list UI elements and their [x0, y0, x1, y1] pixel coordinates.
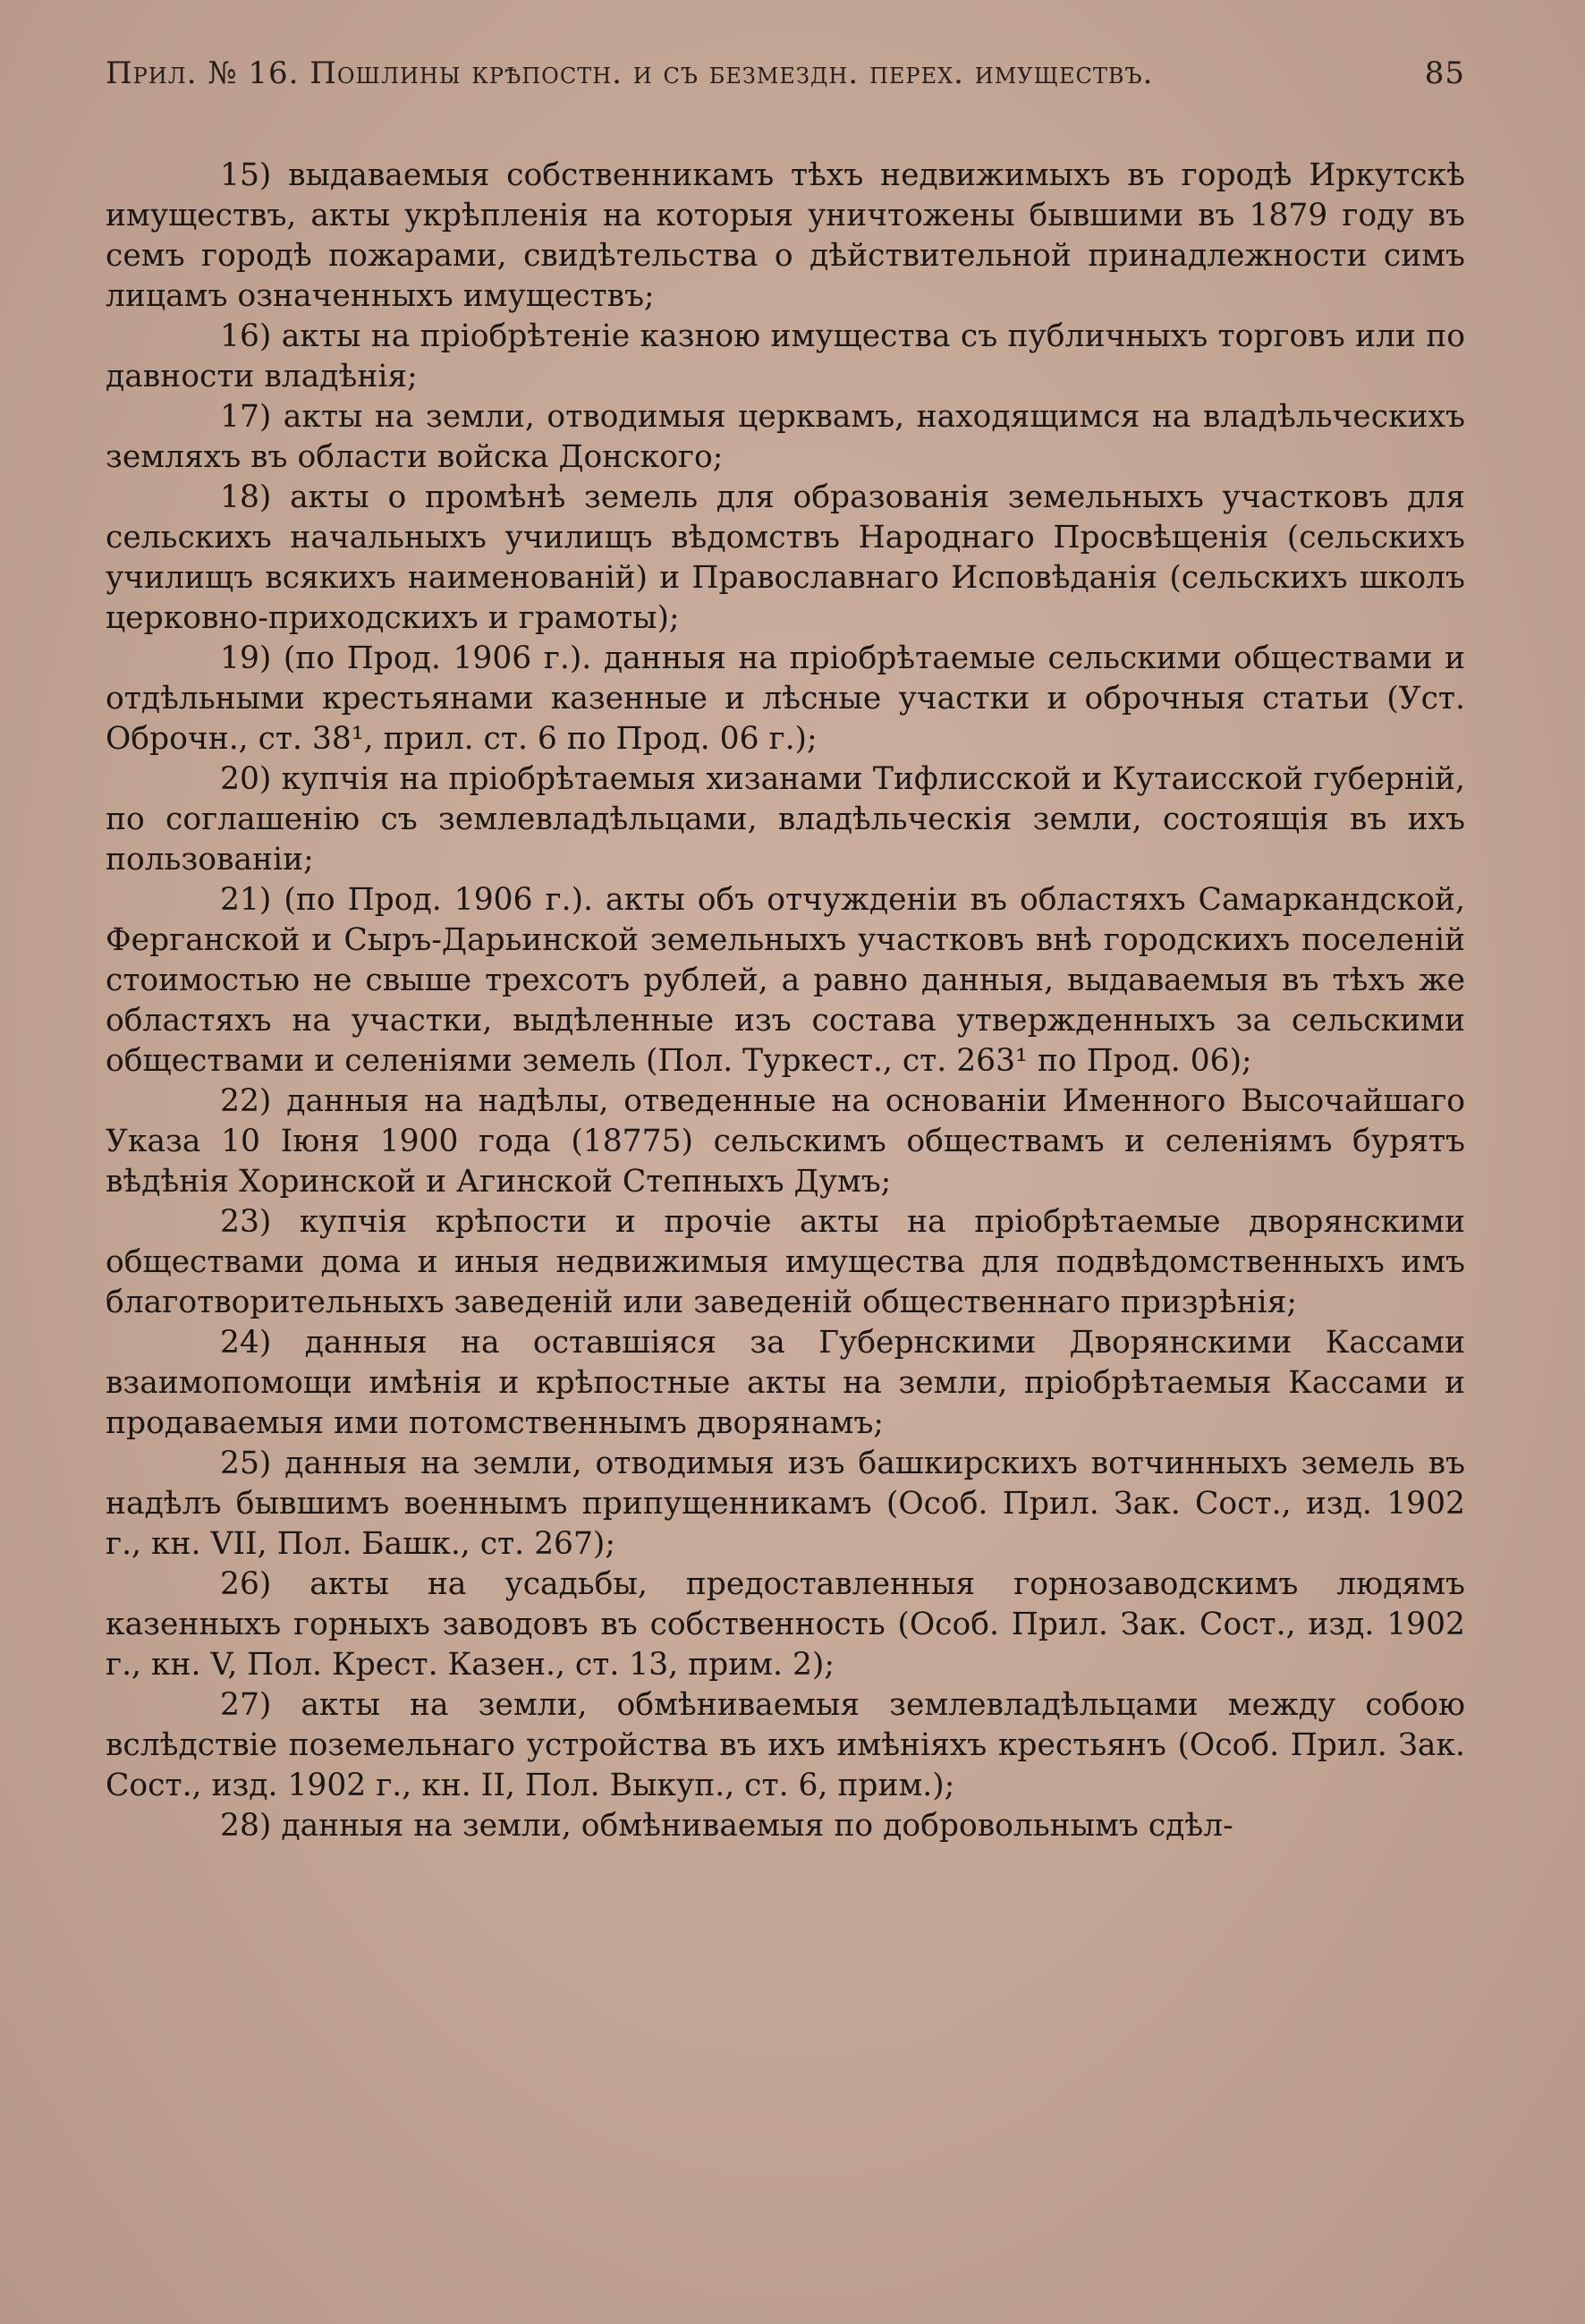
paragraph-18: 18) акты о промѣнѣ земель для образованія земельныхъ участковъ для сельскихъ начальныхъ училищъ вѣдомствъ Народнаго Просвѣщенія (сельскихъ училищъ всякихъ наименованій) и Православнаго Исповѣданія (сельскихъ школъ церковно-приходскихъ и грамоты); — [106, 479, 1465, 636]
paragraph-25: 25) данныя на земли, отводимыя изъ башкирскихъ вотчинныхъ земель въ надѣлъ бывшимъ военнымъ припущенникамъ (Особ. Прил. Зак. Сост., изд. 1902 г., кн. VII, Пол. Башк., ст. 267); — [106, 1446, 1465, 1562]
running-header — [106, 55, 1465, 109]
paragraph-24: 24) данныя на оставшіяся за Губернскими Дворянскими Кассами взаимопомощи имѣнія и крѣпостные акты на земли, пріобрѣтаемыя Кассами и продаваемыя ими потомственнымъ дворянамъ; — [106, 1325, 1465, 1441]
paragraph-26: 26) акты на усадьбы, предоставленныя горнозаводскимъ людямъ казенныхъ горныхъ заводовъ въ собственность (Особ. Прил. Зак. Сост., изд. 1902 г., кн. V, Пол. Крест. Казен., ст. 13, прим. 2); — [106, 1566, 1465, 1683]
paragraph-15: 15) выдаваемыя собственникамъ тѣхъ недвижимыхъ въ городѣ Иркутскѣ имуществъ, акты укрѣпленія на которыя уничтожены бывшими въ 1879 году въ семъ городѣ пожарами, свидѣтельства о дѣйствительной принадлежности симъ лицамъ означенныхъ имуществъ; — [106, 157, 1465, 314]
paragraph-27: 27) акты на земли, обмѣниваемыя землевладѣльцами между собою вслѣдствіе поземельнаго устройства въ ихъ имѣніяхъ крестьянъ (Особ. Прил. Зак. Сост., изд. 1902 г., кн. II, Пол. Выкуп., ст. 6, прим.); — [106, 1687, 1465, 1803]
body-text — [106, 156, 1465, 1846]
paragraph-19: 19) (по Прод. 1906 г.). данныя на пріобрѣтаемые сельскими обществами и отдѣльными крестьянами казенные и лѣсные участки и оброчныя статьи (Уст. Оброчн., ст. 38¹, прил. ст. 6 по Прод. 06 г.); — [106, 640, 1465, 757]
book-page — [106, 55, 1465, 1846]
paragraph-20: 20) купчія на пріобрѣтаемыя хизанами Тифлисской и Кутаисской губерній, по соглашенію съ землевладѣльцами, владѣльческія земли, состоящія въ ихъ пользованіи; — [106, 761, 1465, 878]
paragraph-21: 21) (по Прод. 1906 г.). акты объ отчужденіи въ областяхъ Самаркандской, Ферганской и Сыръ-Дарьинской земельныхъ участковъ внѣ городскихъ поселеній стоимостью не свыше трехсотъ рублей, а равно данныя, выдаваемыя въ тѣхъ же областяхъ на участки, выдѣленные изъ состава утвержденныхъ за сельскими обществами и селеніями земель (Пол. Туркест., ст. 263¹ по Прод. 06); — [106, 882, 1465, 1079]
page-number: 85 — [1424, 55, 1465, 91]
paragraph-16: 16) акты на пріобрѣтеніе казною имущества съ публичныхъ торговъ или по давности владѣнія; — [106, 318, 1465, 394]
paragraph-28: 28) данныя на земли, обмѣниваемыя по добровольнымъ сдѣл- — [220, 1808, 1233, 1844]
paragraph-22: 22) данныя на надѣлы, отведенные на основаніи Именного Высочайшаго Указа 10 Іюня 1900 года (18775) сельскимъ обществамъ и селеніямъ бурятъ вѣдѣнія Хоринской и Агинской Степныхъ Думъ; — [106, 1083, 1465, 1200]
paragraph-17: 17) акты на земли, отводимыя церквамъ, находящимся на владѣльческихъ земляхъ въ области войска Донского; — [106, 399, 1465, 475]
running-title: Прил. № 16. Пошлины крѣпостн. и съ безмездн. перех. имуществъ. — [106, 55, 1154, 91]
paragraph-23: 23) купчія крѣпости и прочіе акты на пріобрѣтаемые дворянскими обществами дома и иныя недвижимыя имущества для подвѣдомственныхъ имъ благотворительныхъ заведеній или заведеній общественнаго призрѣнія; — [106, 1204, 1465, 1320]
